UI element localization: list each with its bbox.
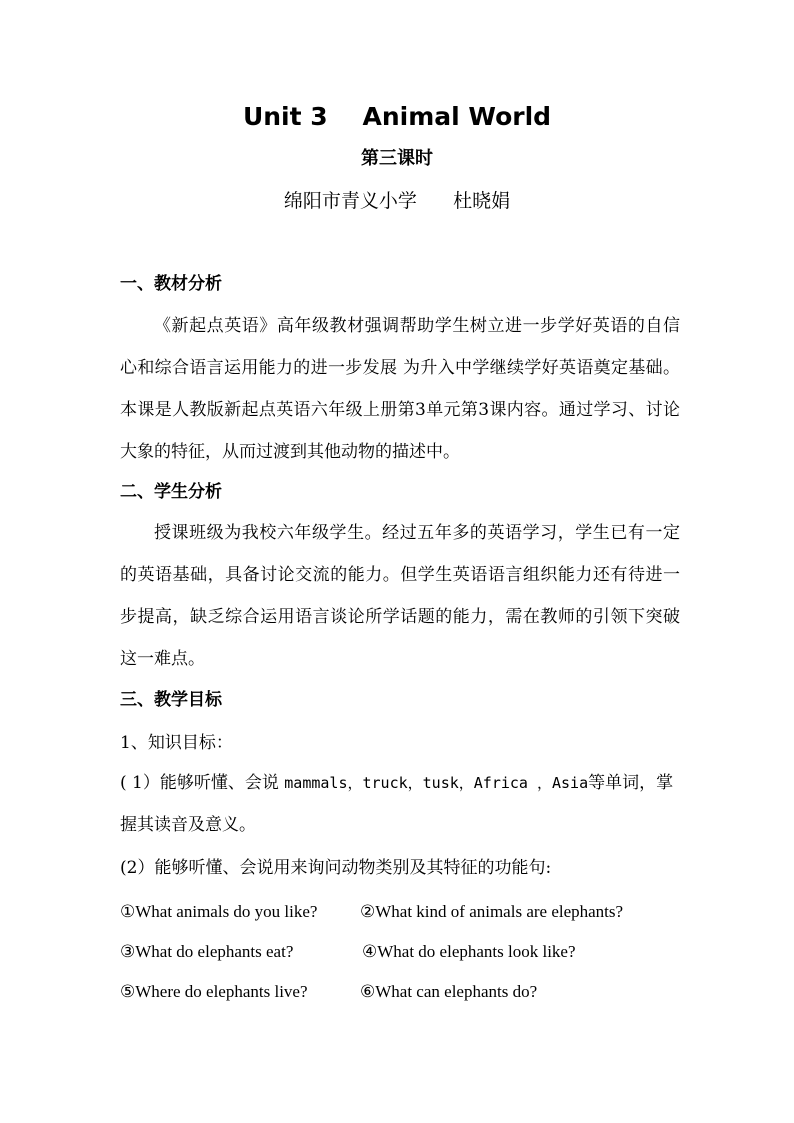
author-line: 绵阳市青义小学 杜晓娟 xyxy=(283,190,511,212)
goal-item-1-words: mammals，truck，tusk，Africa ，Asia xyxy=(284,774,589,792)
section-heading-goals: 三、教学目标 xyxy=(120,690,222,710)
question-6: ⑥What can elephants do? xyxy=(360,982,538,1001)
document-title: Unit 3 Animal World xyxy=(242,102,552,131)
question-1: ①What animals do you like? xyxy=(120,902,318,921)
goal-item-1-suffix: 等单词，掌握其读音及意义。 xyxy=(120,773,674,835)
question-5: ⑤Where do elephants live? xyxy=(120,982,308,1001)
knowledge-goal-label: 1、知识目标： xyxy=(120,733,233,753)
section-heading-material: 一、教材分析 xyxy=(120,274,222,294)
question-4: ④What do elephants look like? xyxy=(362,942,576,961)
goal-item-1-prefix: ( 1）能够听懂、会说 xyxy=(120,773,285,793)
question-2: ②What kind of animals are elephants? xyxy=(360,902,624,921)
question-3: ③What do elephants eat? xyxy=(120,942,294,961)
goal-item-2: (2）能够听懂、会说用来询问动物类别及其特征的功能句: xyxy=(120,858,552,878)
section-heading-students: 二、学生分析 xyxy=(120,482,222,502)
material-analysis-paragraph: 《新起点英语》高年级教材强调帮助学生树立进一步学好英语的自信心和综合语言运用能力的进一步发展 为升入中学继续学好英语奠定基础。本课是人教版新起点英语六年级上册第3单元第3课内容。通过学习、讨论大象的特征，从而过渡到其他动物的描述中。 xyxy=(120,316,680,462)
goal-item-1 xyxy=(120,762,680,846)
student-analysis-paragraph: 授课班级为我校六年级学生。经过五年多的英语学习，学生已有一定的英语基础，具备讨论交流的能力。但学生英语语言组织能力还有待进一步提高，缺乏综合运用语言谈论所学话题的能力，需在教师的引领下突破这一难点。 xyxy=(120,523,680,669)
lesson-period: 第三课时 xyxy=(361,148,433,169)
